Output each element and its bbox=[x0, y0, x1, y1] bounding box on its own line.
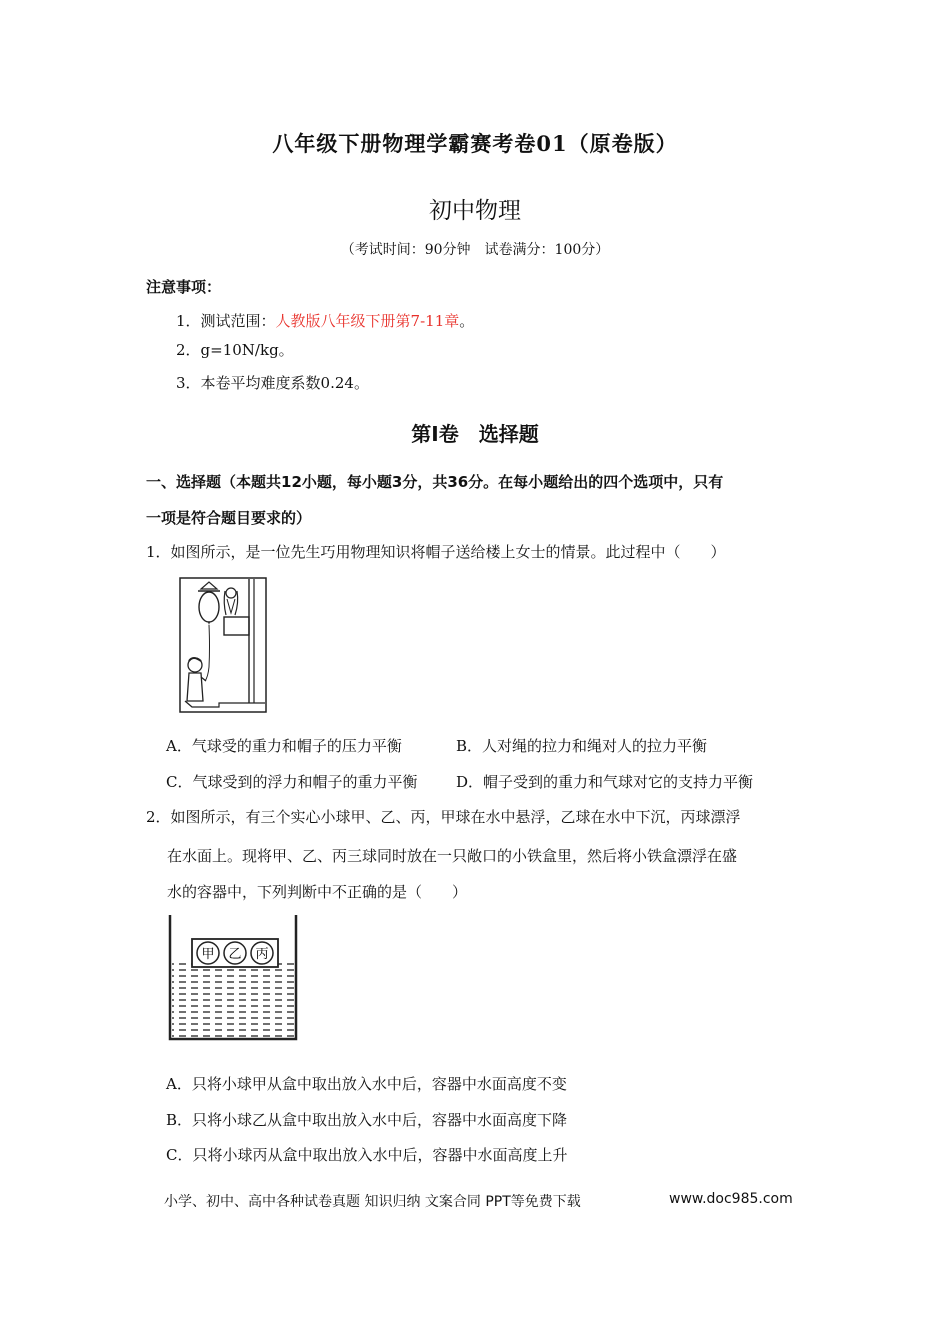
question-2-stem-line-2: 在水面上。现将甲、乙、丙三球同时放在一只敞口的小铁盒里，然后将小铁盒漂浮在盛 bbox=[167, 847, 738, 865]
section-title: 第Ⅰ卷 选择题 bbox=[411, 422, 539, 446]
question-2-stem-line-1: 2．如图所示，有三个实心小球甲、乙、丙，甲球在水中悬浮，乙球在水中下沉，丙球漂浮 bbox=[146, 808, 741, 826]
notes-heading: 注意事项： bbox=[146, 278, 222, 296]
note-item-1-prefix: 1．测试范围： bbox=[176, 312, 276, 330]
note-item-1 bbox=[176, 310, 474, 331]
question-2-option-b: B．只将小球乙从盒中取出放入水中后，容器中水面高度下降 bbox=[166, 1111, 568, 1129]
question-1-option-a: A．气球受的重力和帽子的压力平衡 bbox=[166, 737, 402, 755]
question-1-option-c: C．气球受到的浮力和帽子的重力平衡 bbox=[166, 773, 418, 791]
note-item-1-scope: 人教版八年级下册第7-11章 bbox=[275, 312, 460, 330]
question-2-option-c: C．只将小球丙从盒中取出放入水中后，容器中水面高度上升 bbox=[166, 1146, 568, 1164]
ball-jia-label: 甲 bbox=[201, 947, 215, 962]
part-heading-line-2: 一项是符合题目要求的） bbox=[146, 509, 312, 527]
page-title: 八年级下册物理学霸赛考卷01（原卷版） bbox=[272, 131, 678, 156]
note-item-1-suffix: 。 bbox=[459, 312, 475, 330]
page-subtitle: 初中物理 bbox=[429, 198, 521, 224]
footer-text: 小学、初中、高中各种试卷真题 知识归纳 文案合同 PPT等免费下载 bbox=[164, 1194, 581, 1210]
part-heading-line-1: 一、选择题（本题共12小题，每小题3分，共36分。在每小题给出的四个选项中，只有 bbox=[146, 473, 724, 491]
question-2-stem-line-3: 水的容器中，下列判断中不正确的是（ ） bbox=[167, 883, 468, 901]
note-item-2: 2．g=10N/kg。 bbox=[176, 341, 294, 359]
footer-link[interactable]: www.doc985.com bbox=[669, 1191, 793, 1207]
question-1-figure bbox=[179, 577, 267, 713]
note-item-3: 3．本卷平均难度系数0.24。 bbox=[176, 374, 369, 392]
exam-info: （考试时间：90分钟 试卷满分：100分） bbox=[340, 242, 610, 258]
question-1-option-b: B．人对绳的拉力和绳对人的拉力平衡 bbox=[456, 737, 708, 755]
question-1-stem: 1．如图所示，是一位先生巧用物理知识将帽子送给楼上女士的情景。此过程中（ ） bbox=[146, 543, 726, 561]
ball-yi-label: 乙 bbox=[228, 947, 242, 962]
ball-bing-label: 丙 bbox=[255, 947, 269, 962]
question-2-figure bbox=[166, 913, 300, 1043]
question-1-option-d: D．帽子受到的重力和气球对它的支持力平衡 bbox=[456, 773, 754, 791]
question-2-option-a: A．只将小球甲从盒中取出放入水中后，容器中水面高度不变 bbox=[166, 1075, 567, 1093]
